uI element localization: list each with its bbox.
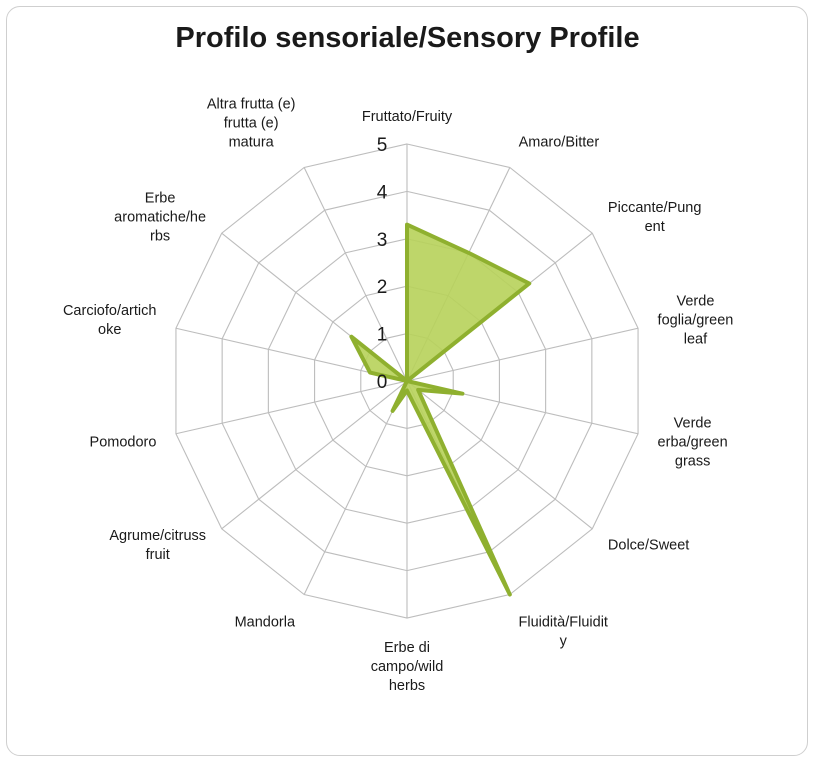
axis-label-line: matura xyxy=(228,134,274,151)
axis-label-7 xyxy=(519,615,608,650)
chart-title: Profilo sensoriale/Sensory Profile xyxy=(175,22,640,54)
axis-label-11 xyxy=(90,435,157,451)
axis-label-line: fruit xyxy=(145,547,170,564)
axis-label-line: y xyxy=(559,633,567,650)
axis-label-line: Carciofo/artich xyxy=(62,302,157,319)
axis-label-5 xyxy=(658,416,728,470)
tick-label-5: 5 xyxy=(376,135,388,156)
tick-label-1: 1 xyxy=(376,324,388,346)
data-point-7 xyxy=(508,593,511,596)
axis-label-line: grass xyxy=(674,453,711,470)
axis-label-line: ent xyxy=(644,218,665,235)
axis-label-line: Fruttato/Fruity xyxy=(361,109,453,125)
data-point-12 xyxy=(369,371,372,374)
data-point-2 xyxy=(467,251,470,254)
axis-label-9 xyxy=(235,615,296,631)
axis-label-line: frutta (e) xyxy=(223,115,279,132)
axis-label-line: Verde xyxy=(676,293,715,310)
data-point-13 xyxy=(350,335,353,338)
axis-label-line: erba/green xyxy=(657,434,728,451)
axis-label-line: foglia/green xyxy=(657,312,734,329)
tick-label-3: 3 xyxy=(376,229,388,251)
data-point-8 xyxy=(406,389,409,392)
axis-label-line: aromatiche/he xyxy=(114,209,207,226)
axis-label-line: herbs xyxy=(388,678,426,694)
axis-label-13 xyxy=(114,190,206,244)
axis-label-line: Dolce/Sweet xyxy=(607,537,690,554)
axis-label-4 xyxy=(658,293,734,347)
axis-label-line: Mandorla xyxy=(234,614,296,631)
tick-label-2: 2 xyxy=(376,277,388,299)
axis-label-line: Verde xyxy=(673,415,712,432)
data-point-9 xyxy=(391,409,394,412)
data-point-1 xyxy=(406,223,409,226)
axis-label-12 xyxy=(63,303,156,338)
axis-label-line: Erbe di xyxy=(384,640,430,656)
axis-label-2 xyxy=(519,134,600,150)
axis-spoke-11 xyxy=(176,381,407,434)
axis-label-line: oke xyxy=(98,321,122,338)
axis-label-1 xyxy=(362,109,453,125)
axis-label-line: leaf xyxy=(683,331,708,348)
axis-label-8 xyxy=(371,640,444,694)
axis-label-10 xyxy=(109,528,206,563)
axis-label-3 xyxy=(608,200,702,235)
axis-label-line: Agrume/citruss xyxy=(109,528,207,545)
data-point-6 xyxy=(417,388,420,391)
axis-label-line: Amaro/Bitter xyxy=(518,134,600,151)
axis-label-line: campo/wild xyxy=(370,659,444,675)
axis-label-line: rbs xyxy=(150,228,171,245)
tick-label-0: 0 xyxy=(376,372,388,393)
axis-label-line: Altra frutta (e) xyxy=(206,96,296,113)
axis-label-14 xyxy=(207,96,296,150)
data-point-3 xyxy=(528,282,531,285)
axis-spoke-10 xyxy=(222,381,407,529)
data-point-14 xyxy=(406,380,409,383)
axis-label-6 xyxy=(608,538,689,554)
data-point-5 xyxy=(461,392,464,395)
tick-label-4: 4 xyxy=(376,182,388,204)
axis-spoke-6 xyxy=(407,381,592,529)
axis-label-line: Piccante/Pung xyxy=(607,199,702,216)
axis-label-line: Erbe xyxy=(144,190,176,207)
axis-label-line: Pomodoro xyxy=(89,434,157,451)
axis-label-line: Fluidità/Fluidit xyxy=(518,614,608,631)
